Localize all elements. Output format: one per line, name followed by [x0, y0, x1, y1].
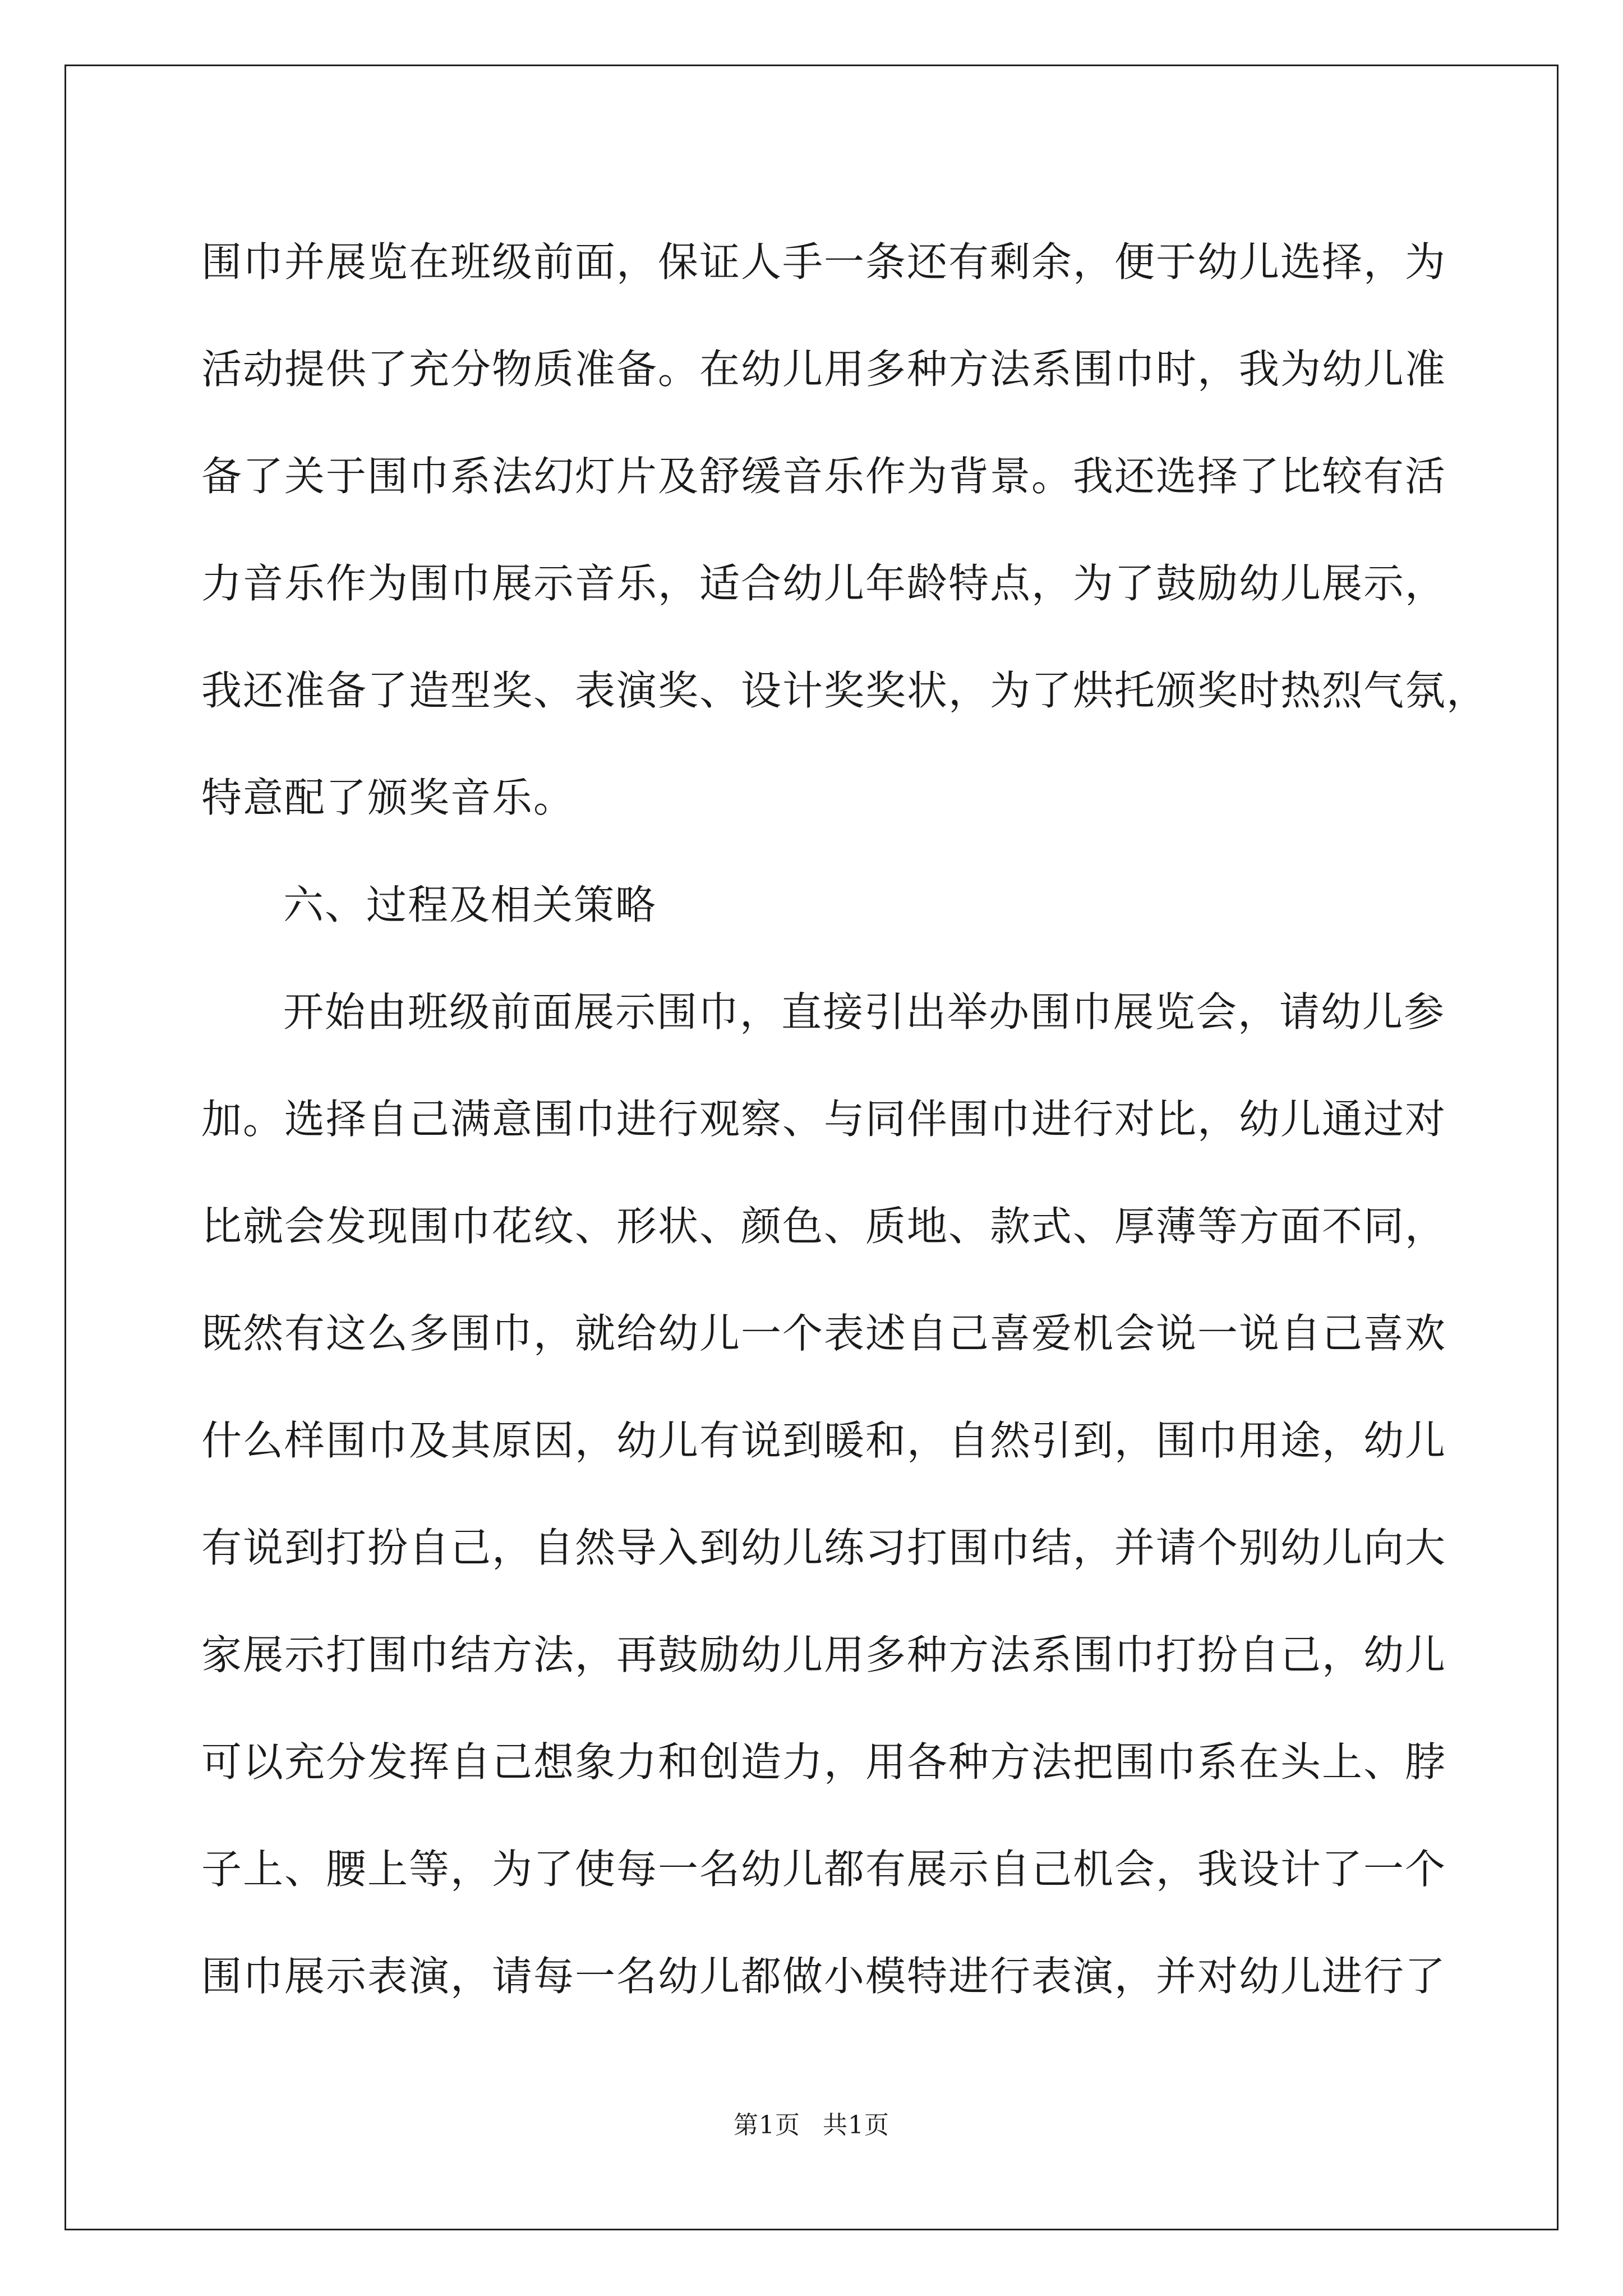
text-line: 活动提供了充分物质准备。在幼儿用多种方法系围巾时，我为幼儿准 — [201, 346, 1447, 393]
text-line: 什么样围巾及其原因，幼儿有说到暖和，自然引到，围巾用途，幼儿 — [201, 1417, 1447, 1464]
text-line: 可以充分发挥自己想象力和创造力，用各种方法把围巾系在头上、脖 — [201, 1738, 1447, 1786]
text-line: 力音乐作为围巾展示音乐，适合幼儿年龄特点，为了鼓励幼儿展示， — [201, 560, 1447, 607]
section-heading: 六、过程及相关策略 — [283, 881, 657, 928]
page-number: 第1页 — [734, 2111, 800, 2139]
text-line: 既然有这么多围巾，就给幼儿一个表述自己喜爱机会说一说自己喜欢 — [201, 1310, 1447, 1357]
text-line: 开始由班级前面展示围巾，直接引出举办围巾展览会，请幼儿参 — [283, 988, 1446, 1036]
page-footer — [0, 2105, 1623, 2141]
document-body — [201, 209, 1488, 2030]
text-line: 备了关于围巾系法幻灯片及舒缓音乐作为背景。我还选择了比较有活 — [201, 453, 1447, 500]
text-line: 比就会发现围巾花纹、形状、颜色、质地、款式、厚薄等方面不同， — [201, 1203, 1447, 1250]
text-line: 围巾并展览在班级前面，保证人手一条还有剩余，便于幼儿选择，为 — [201, 238, 1447, 286]
page-total: 共1页 — [823, 2111, 889, 2139]
text-line: 家展示打围巾结方法，再鼓励幼儿用多种方法系围巾打扮自己，幼儿 — [201, 1631, 1447, 1678]
text-line: 有说到打扮自己，自然导入到幼儿练习打围巾结，并请个别幼儿向大 — [201, 1524, 1447, 1571]
text-line: 我还准备了造型奖、表演奖、设计奖奖状，为了烘托颁奖时热烈气氛， — [201, 667, 1488, 714]
text-line: 围巾展示表演，请每一名幼儿都做小模特进行表演，并对幼儿进行了 — [201, 1953, 1447, 2000]
text-line: 加。选择自己满意围巾进行观察、与同伴围巾进行对比，幼儿通过对 — [201, 1096, 1447, 1143]
text-line: 特意配了颁奖音乐。 — [201, 774, 575, 821]
text-line: 子上、腰上等，为了使每一名幼儿都有展示自己机会，我设计了一个 — [201, 1846, 1447, 1893]
